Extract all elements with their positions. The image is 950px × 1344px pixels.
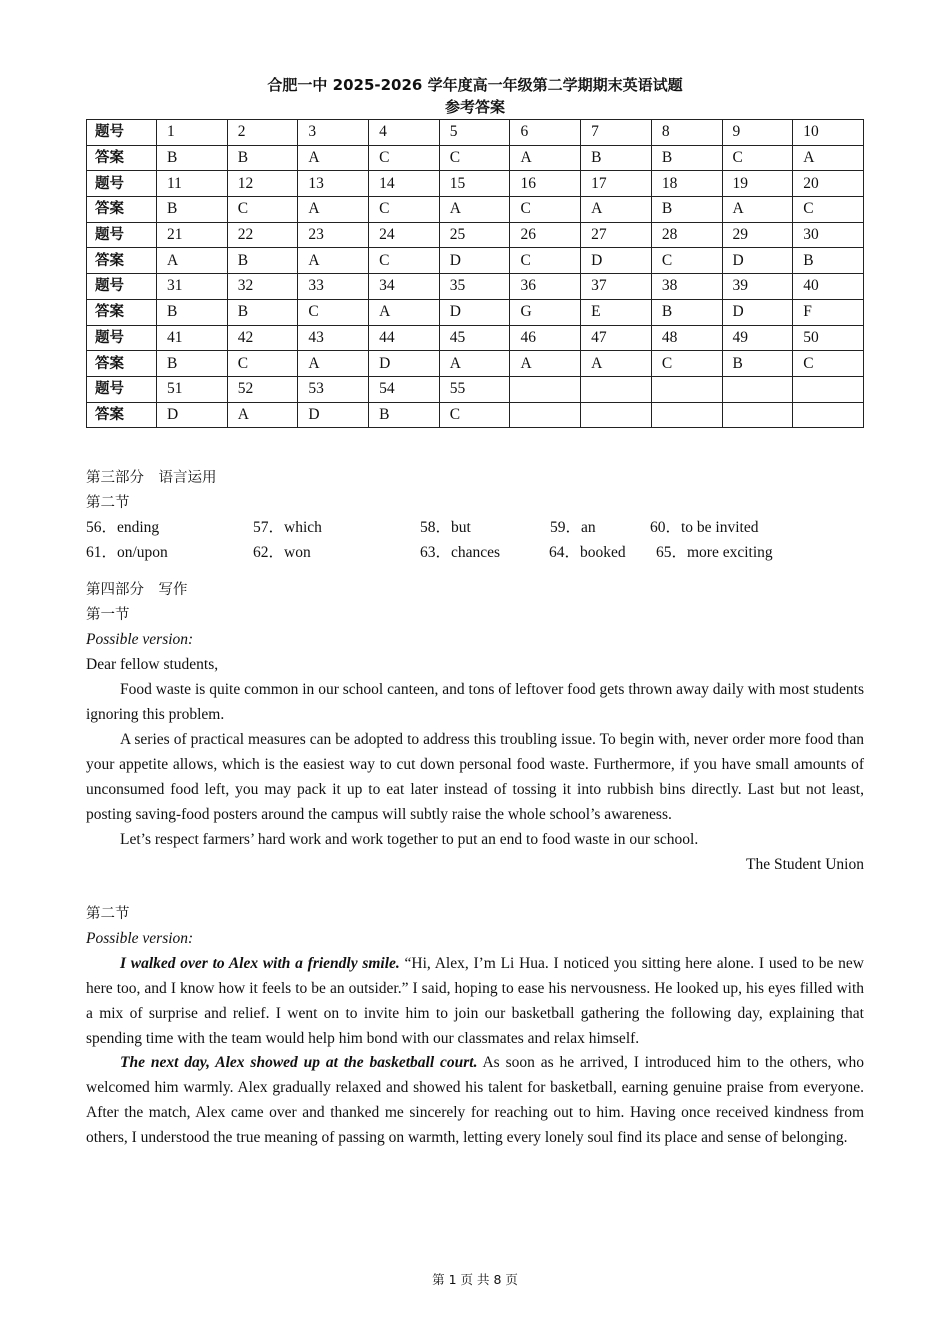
answer-cell: A xyxy=(581,197,652,223)
answer-cell: C xyxy=(369,248,440,274)
question-number-label: 题号 xyxy=(87,376,157,402)
question-number-cell: 37 xyxy=(581,274,652,300)
answer-cell: C xyxy=(369,197,440,223)
fill-answer-58: 58．but xyxy=(420,519,471,536)
answer-cell: A xyxy=(227,402,298,428)
question-number-cell: 27 xyxy=(581,222,652,248)
table-number-row xyxy=(87,376,864,402)
question-number-cell: 36 xyxy=(510,274,581,300)
question-number-cell: 47 xyxy=(581,325,652,351)
question-number-cell: 39 xyxy=(722,274,793,300)
answer-cell: A xyxy=(510,145,581,171)
answer-cell: A xyxy=(793,145,864,171)
question-number-cell: 44 xyxy=(369,325,440,351)
answer-cell xyxy=(793,402,864,428)
answer-cell: A xyxy=(298,351,369,377)
question-number-cell: 5 xyxy=(439,120,510,146)
fill-answer-60: 60．to be invited xyxy=(650,519,759,536)
answer-cell: C xyxy=(510,248,581,274)
question-number-cell: 43 xyxy=(298,325,369,351)
answer-cell: A xyxy=(439,351,510,377)
letter-paragraph-3: Let’s respect farmers’ hard work and work together to put an end to food waste in our school. xyxy=(120,831,699,848)
fill-answer-65: 65．more exciting xyxy=(656,544,773,561)
question-number-cell: 23 xyxy=(298,222,369,248)
answer-cell xyxy=(722,402,793,428)
answer-cell: D xyxy=(722,299,793,325)
question-number-cell: 12 xyxy=(227,171,298,197)
question-number-cell: 53 xyxy=(298,376,369,402)
answer-cell: C xyxy=(439,145,510,171)
question-number-label: 题号 xyxy=(87,274,157,300)
question-number-cell: 34 xyxy=(369,274,440,300)
question-number-cell: 54 xyxy=(369,376,440,402)
letter-paragraph-2: A series of practical measures can be adopted to address this troubling issue. To begin with, never order more food than your appetite allows, which is the easiest way to cut down personal food waste. Furthermore, if you have small amounts of unconsumed food left, you may pack it up to eat later instead of tossing it into rubbish bins directly. Last but not least, posting saving-food posters around the campus will subtly raise the whole school’s awareness. xyxy=(86,731,864,823)
answer-cell: A xyxy=(722,197,793,223)
question-number-cell: 49 xyxy=(722,325,793,351)
question-number-cell: 1 xyxy=(157,120,228,146)
question-number-cell: 52 xyxy=(227,376,298,402)
question-number-cell: 35 xyxy=(439,274,510,300)
answer-cell: B xyxy=(793,248,864,274)
answer-cell: C xyxy=(651,248,722,274)
answer-cell: B xyxy=(157,145,228,171)
fill-answer-56: 56．ending xyxy=(86,519,160,536)
question-number-cell: 3 xyxy=(298,120,369,146)
letter-signature: The Student Union xyxy=(746,856,864,873)
question-number-cell: 4 xyxy=(369,120,440,146)
answer-cell: A xyxy=(298,145,369,171)
part4-section1: 第一节 xyxy=(86,607,130,623)
question-number-cell: 50 xyxy=(793,325,864,351)
fill-answer-64: 64．booked xyxy=(549,544,626,561)
answer-cell: B xyxy=(227,145,298,171)
answer-cell: B xyxy=(227,248,298,274)
answer-label: 答案 xyxy=(87,145,157,171)
answer-cell: C xyxy=(369,145,440,171)
answer-cell xyxy=(510,402,581,428)
question-number-cell: 26 xyxy=(510,222,581,248)
table-answer-row xyxy=(87,402,864,428)
letter-salutation: Dear fellow students, xyxy=(86,656,219,673)
table-answer-row xyxy=(87,351,864,377)
answer-cell: B xyxy=(651,145,722,171)
document-subtitle: 参考答案 xyxy=(444,98,505,116)
question-number-cell: 6 xyxy=(510,120,581,146)
answer-cell: B xyxy=(369,402,440,428)
question-number-cell: 24 xyxy=(369,222,440,248)
question-number-cell: 48 xyxy=(651,325,722,351)
question-number-cell: 33 xyxy=(298,274,369,300)
story-paragraph-2-body: As soon as he arrived, I introduced him to the others, who welcomed him warmly. Alex gradually relaxed and showed his talent for basketball, earning genuine praise from everyone. After the match, Alex came over and thanked me sincerely for reaching out to him. Having once received kindness from others, I understood the true meaning of passing on warmth, letting every lonely soul find its place and sense of belonging. xyxy=(86,1054,864,1146)
answer-cell: A xyxy=(510,351,581,377)
fill-answer-57: 57．which xyxy=(253,519,322,536)
answer-cell: C xyxy=(227,197,298,223)
question-number-cell: 10 xyxy=(793,120,864,146)
question-number-cell: 14 xyxy=(369,171,440,197)
story-paragraph-1-lead: I walked over to Alex with a friendly smile. xyxy=(120,955,400,972)
answer-cell: B xyxy=(157,351,228,377)
answer-cell: D xyxy=(439,248,510,274)
table-number-row xyxy=(87,274,864,300)
question-number-cell xyxy=(581,376,652,402)
answer-cell: C xyxy=(793,351,864,377)
answer-cell: C xyxy=(510,197,581,223)
answer-table xyxy=(86,119,864,428)
answer-cell: B xyxy=(651,299,722,325)
answer-cell: G xyxy=(510,299,581,325)
document-title: 合肥一中 2025-2026 学年度高一年级第二学期期末英语试题 xyxy=(267,76,683,94)
question-number-cell: 21 xyxy=(157,222,228,248)
fill-answer-63: 63．chances xyxy=(420,544,501,561)
question-number-cell: 8 xyxy=(651,120,722,146)
fill-answer-62: 62．won xyxy=(253,544,311,561)
question-number-cell: 7 xyxy=(581,120,652,146)
question-number-cell: 11 xyxy=(157,171,228,197)
question-number-cell: 9 xyxy=(722,120,793,146)
answer-cell: A xyxy=(298,248,369,274)
table-answer-row xyxy=(87,145,864,171)
story-paragraph-2 xyxy=(86,1051,864,1151)
letter-paragraph-1: Food waste is quite common in our school canteen, and tons of leftover food gets thrown away daily with most students ignoring this problem. xyxy=(86,681,864,723)
table-answer-row xyxy=(87,197,864,223)
answer-cell: C xyxy=(722,145,793,171)
part3-section: 第二节 xyxy=(86,495,130,511)
question-number-cell: 51 xyxy=(157,376,228,402)
question-number-cell: 40 xyxy=(793,274,864,300)
answer-cell: A xyxy=(439,197,510,223)
answer-cell: D xyxy=(722,248,793,274)
table-number-row xyxy=(87,222,864,248)
question-number-cell: 25 xyxy=(439,222,510,248)
answer-cell: B xyxy=(722,351,793,377)
question-number-cell: 13 xyxy=(298,171,369,197)
page-footer: 第 1 页 共 8 页 xyxy=(432,1272,518,1287)
answer-cell: C xyxy=(793,197,864,223)
question-number-label: 题号 xyxy=(87,222,157,248)
question-number-cell: 55 xyxy=(439,376,510,402)
question-number-cell: 42 xyxy=(227,325,298,351)
answer-label: 答案 xyxy=(87,197,157,223)
question-number-label: 题号 xyxy=(87,171,157,197)
answer-cell: D xyxy=(439,299,510,325)
answer-cell: B xyxy=(227,299,298,325)
part4-section2: 第二节 xyxy=(86,906,130,922)
story-paragraph-1-body: “Hi, Alex, I’m Li Hua. I noticed you sitting here alone. I used to be new here too, and I know how it feels to be an outsider.” I said, hoping to ease his nervousness. He looked up, his eyes filled with a mix of surprise and relief. I went on to invite him to join our basketball gathering the following day, explaining that spending time with the team would help him bond with our classmates and relax himself. xyxy=(86,955,864,1047)
answer-cell: F xyxy=(793,299,864,325)
question-number-cell: 15 xyxy=(439,171,510,197)
question-number-cell xyxy=(722,376,793,402)
answer-label: 答案 xyxy=(87,351,157,377)
question-number-cell: 32 xyxy=(227,274,298,300)
question-number-cell xyxy=(651,376,722,402)
question-number-cell: 31 xyxy=(157,274,228,300)
answer-cell: A xyxy=(157,248,228,274)
possible-version-label-2: Possible version: xyxy=(86,930,194,947)
story-paragraph-2-lead: The next day, Alex showed up at the basketball court. xyxy=(120,1054,478,1071)
answer-cell: B xyxy=(157,299,228,325)
answer-label: 答案 xyxy=(87,248,157,274)
answer-cell: E xyxy=(581,299,652,325)
question-number-cell: 20 xyxy=(793,171,864,197)
answer-cell xyxy=(651,402,722,428)
answer-cell: B xyxy=(157,197,228,223)
answer-cell: D xyxy=(298,402,369,428)
question-number-cell: 38 xyxy=(651,274,722,300)
question-number-cell: 22 xyxy=(227,222,298,248)
table-number-row xyxy=(87,325,864,351)
question-number-cell: 45 xyxy=(439,325,510,351)
question-number-cell xyxy=(510,376,581,402)
answer-cell: C xyxy=(439,402,510,428)
answer-cell: D xyxy=(157,402,228,428)
answer-cell: C xyxy=(298,299,369,325)
answer-cell: A xyxy=(369,299,440,325)
question-number-cell: 2 xyxy=(227,120,298,146)
part4-heading: 第四部分 写作 xyxy=(86,582,188,598)
answer-cell: C xyxy=(227,351,298,377)
fill-answer-59: 59．an xyxy=(550,519,596,536)
question-number-label: 题号 xyxy=(87,120,157,146)
answer-cell: D xyxy=(581,248,652,274)
table-answer-row xyxy=(87,299,864,325)
answer-label: 答案 xyxy=(87,299,157,325)
possible-version-label-1: Possible version: xyxy=(86,631,194,648)
answer-cell xyxy=(581,402,652,428)
question-number-cell xyxy=(793,376,864,402)
answer-cell: B xyxy=(651,197,722,223)
question-number-cell: 17 xyxy=(581,171,652,197)
question-number-cell: 30 xyxy=(793,222,864,248)
question-number-cell: 46 xyxy=(510,325,581,351)
question-number-cell: 28 xyxy=(651,222,722,248)
question-number-label: 题号 xyxy=(87,325,157,351)
story-paragraph-1 xyxy=(86,952,864,1052)
answer-cell: D xyxy=(369,351,440,377)
question-number-cell: 18 xyxy=(651,171,722,197)
question-number-cell: 16 xyxy=(510,171,581,197)
part3-heading: 第三部分 语言运用 xyxy=(86,470,217,486)
answer-cell: A xyxy=(581,351,652,377)
fill-answer-61: 61．on/upon xyxy=(86,544,168,561)
question-number-cell: 19 xyxy=(722,171,793,197)
answer-cell: C xyxy=(651,351,722,377)
question-number-cell: 41 xyxy=(157,325,228,351)
table-number-row xyxy=(87,171,864,197)
answer-cell: A xyxy=(298,197,369,223)
answer-cell: B xyxy=(581,145,652,171)
table-answer-row xyxy=(87,248,864,274)
question-number-cell: 29 xyxy=(722,222,793,248)
table-number-row xyxy=(87,120,864,146)
answer-label: 答案 xyxy=(87,402,157,428)
